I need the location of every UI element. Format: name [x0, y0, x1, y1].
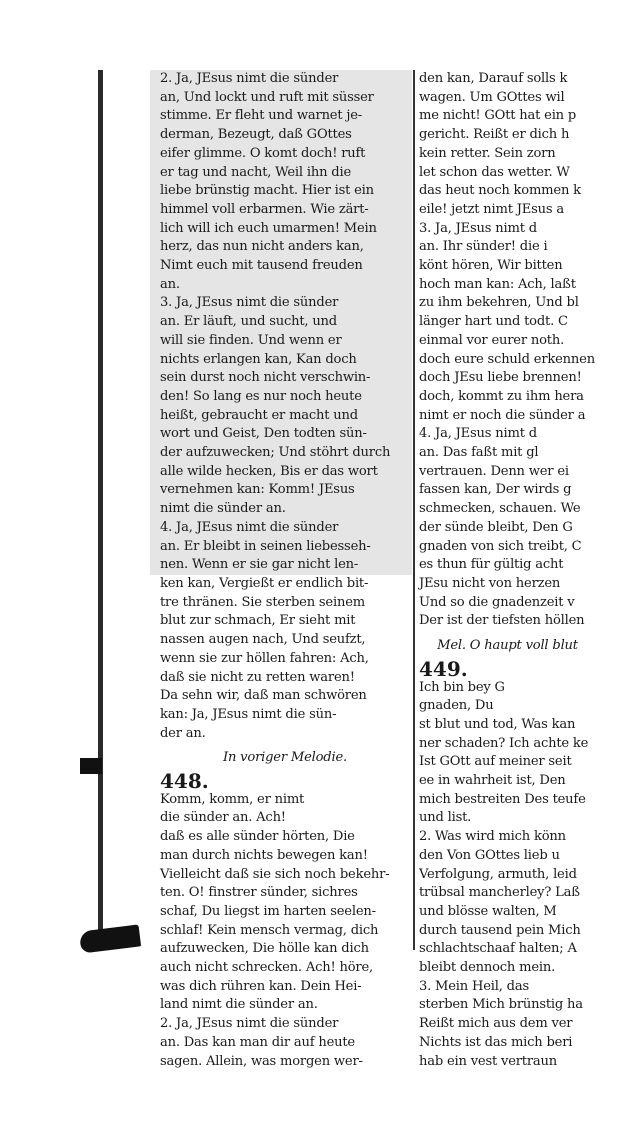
text-line: let schon das wetter. W: [419, 164, 570, 180]
text-line: vernehmen kan: Komm! JEsus: [160, 482, 355, 498]
hymn-number: 449.: [419, 656, 468, 681]
text-line: bleibt dennoch mein.: [419, 960, 556, 976]
text-line: wenn sie zur höllen fahren: Ach,: [160, 650, 369, 666]
melody-header: In voriger Melodie.: [223, 750, 347, 766]
text-line: 3. Ja, JEsus nimt d: [419, 220, 537, 236]
text-line: Nichts ist das mich beri: [419, 1034, 573, 1050]
text-line: land nimt die sünder an.: [160, 997, 318, 1013]
text-line: wagen. Um GOttes wil: [419, 89, 565, 105]
text-line: wort und Geist, Den todten sün-: [160, 426, 367, 442]
text-line: 4. Ja, JEsus nimt d: [419, 426, 537, 442]
text-line: daß es alle sünder hörten, Die: [160, 829, 355, 845]
text-line: es thun für gültig acht: [419, 557, 564, 573]
left-text-column: [160, 70, 410, 1069]
text-line: nimt er noch die sünder a: [419, 407, 586, 423]
text-line: ten. O! finstrer sünder, sichres: [160, 885, 358, 901]
text-line: der an.: [160, 725, 206, 741]
text-line: Ich bin bey G: [419, 679, 505, 695]
text-line: den! So lang es nur noch heute: [160, 388, 362, 404]
text-line: himmel voll erbarmen. Wie zärt-: [160, 201, 369, 217]
ink-blot: [79, 924, 141, 953]
text-line: Vielleicht daß sie sich noch bekehr-: [160, 866, 390, 882]
text-line: nichts erlangen kan, Kan doch: [160, 351, 357, 367]
text-line: 2. Ja, JEsus nimt die sünder: [160, 1016, 339, 1032]
text-line: der sünde bleibt, Den G: [419, 519, 573, 535]
text-line: schlachtschaaf halten; A: [419, 941, 577, 957]
text-line: ner schaden? Ich achte ke: [419, 735, 589, 751]
text-line: ee in wahrheit ist, Den: [419, 773, 566, 789]
text-line: Reißt mich aus dem ver: [419, 1016, 573, 1032]
text-line: sterben Mich brünstig ha: [419, 997, 583, 1013]
text-line: an. Er bleibt in seinen liebesseh-: [160, 538, 371, 554]
text-line: und blösse walten, M: [419, 903, 557, 919]
text-line: an. Er läuft, und sucht, und: [160, 314, 337, 330]
text-line: liebe brünstig macht. Hier ist ein: [160, 183, 374, 199]
text-line: an. Das faßt mit gl: [419, 445, 539, 461]
text-line: Der ist der tiefsten höllen: [419, 613, 585, 629]
text-line: doch JEsu liebe brennen!: [419, 370, 582, 386]
text-line: Ist GOtt auf meiner seit: [419, 754, 572, 770]
text-line: Komm, komm, er nimt: [160, 791, 305, 807]
text-line: st blut und tod, Was kan: [419, 716, 576, 732]
text-line: das heut noch kommen k: [419, 183, 581, 199]
text-line: doch, kommt zu ihm hera: [419, 388, 584, 404]
text-line: schlaf! Kein mensch vermag, dich: [160, 922, 379, 938]
text-line: trübsal mancherley? Laß: [419, 885, 580, 901]
text-line: hab ein vest vertraun: [419, 1053, 558, 1069]
text-line: was dich rühren kan. Dein Hei-: [160, 978, 362, 994]
text-line: 3. Ja, JEsus nimt die sünder: [160, 295, 339, 311]
text-line: blut zur schmach, Er sieht mit: [160, 613, 356, 629]
text-line: eile! jetzt nimt JEsus a: [419, 201, 564, 217]
text-line: man durch nichts bewegen kan!: [160, 847, 368, 863]
text-line: den kan, Darauf solls k: [419, 71, 568, 86]
text-line: will sie finden. Und wenn er: [160, 332, 342, 348]
hymn-number: 448.: [160, 769, 209, 794]
text-line: 4. Ja, JEsus nimt die sünder: [160, 519, 339, 535]
text-line: 2. Ja, JEsus nimt die sünder: [160, 71, 339, 86]
text-line: kein retter. Sein zorn: [419, 145, 556, 161]
text-line: den Von GOttes lieb u: [419, 847, 560, 863]
text-line: alle wilde hecken, Bis er das wort: [160, 463, 378, 479]
text-line: gnaden von sich treibt, C: [419, 538, 582, 554]
text-line: an. Ihr sünder! die i: [419, 239, 548, 255]
melody-header: Mel. O haupt voll blut: [437, 638, 578, 654]
text-line: heißt, gebraucht er macht und: [160, 407, 358, 423]
text-line: an.: [160, 276, 180, 292]
text-line: daß sie nicht zu retten waren!: [160, 669, 355, 685]
text-line: nimt die sünder an.: [160, 501, 286, 517]
text-line: zu ihm bekehren, Und bl: [419, 295, 579, 311]
text-line: 3. Mein Heil, das: [419, 978, 529, 994]
text-line: an, Und lockt und ruft mit süsser: [160, 89, 374, 105]
text-line: gnaden, Du: [419, 698, 494, 714]
text-line: nen. Wenn er sie gar nicht len-: [160, 557, 359, 573]
text-line: Verfolgung, armuth, leid: [419, 866, 577, 882]
text-line: sein durst noch nicht verschwin-: [160, 370, 371, 386]
text-line: tre thränen. Sie sterben seinem: [160, 594, 365, 610]
text-line: Da sehn wir, daß man schwören: [160, 688, 367, 704]
text-line: me nicht! GOtt hat ein p: [419, 108, 577, 124]
text-line: an. Das kan man dir auf heute: [160, 1034, 355, 1050]
text-line: derman, Bezeugt, daß GOttes: [160, 127, 352, 143]
text-line: sagen. Allein, was morgen wer-: [160, 1053, 363, 1069]
text-line: 2. Was wird mich könn: [419, 829, 566, 845]
text-line: Nimt euch mit tausend freuden: [160, 258, 363, 274]
text-line: kan: Ja, JEsus nimt die sün-: [160, 706, 337, 722]
text-line: fassen kan, Der wirds g: [419, 482, 572, 498]
text-line: doch eure schuld erkennen: [419, 351, 595, 367]
text-line: lich will ich euch umarmen! Mein: [160, 220, 377, 236]
text-line: gericht. Reißt er dich h: [419, 127, 570, 143]
text-line: Und so die gnadenzeit v: [419, 594, 575, 610]
text-line: stimme. Er fleht und warnet je-: [160, 108, 363, 124]
text-line: schmecken, schauen. We: [419, 501, 581, 517]
text-line: aufzuwecken, Die hölle kan dich: [160, 941, 369, 957]
text-line: länger hart und todt. C: [419, 314, 568, 330]
right-text-column: [413, 70, 596, 1069]
text-line: durch tausend pein Mich: [419, 922, 581, 938]
text-line: herz, das nun nicht anders kan,: [160, 239, 364, 255]
text-line: schaf, Du liegst im harten seelen-: [160, 903, 376, 919]
text-line: die sünder an. Ach!: [160, 810, 286, 826]
text-line: vertrauen. Denn wer ei: [419, 463, 569, 479]
text-line: könt hören, Wir bitten: [419, 258, 563, 274]
text-line: eifer glimme. O komt doch! ruft: [160, 145, 366, 161]
text-line: auch nicht schrecken. Ach! höre,: [160, 960, 373, 976]
text-line: nassen augen nach, Und seufzt,: [160, 632, 366, 648]
text-line: hoch man kan: Ach, laßt: [419, 276, 576, 292]
text-line: und list.: [419, 810, 472, 826]
text-line: mich bestreiten Des teufe: [419, 791, 586, 807]
ink-blot: [80, 758, 102, 774]
page-binding-edge: [98, 70, 103, 950]
text-line: er tag und nacht, Weil ihn die: [160, 164, 351, 180]
text-line: der aufzuwecken; Und stöhrt durch: [160, 445, 391, 461]
text-line: ken kan, Vergießt er endlich bit-: [160, 575, 369, 591]
text-line: JEsu nicht von herzen: [419, 575, 561, 591]
text-line: einmal vor eurer noth.: [419, 332, 565, 348]
